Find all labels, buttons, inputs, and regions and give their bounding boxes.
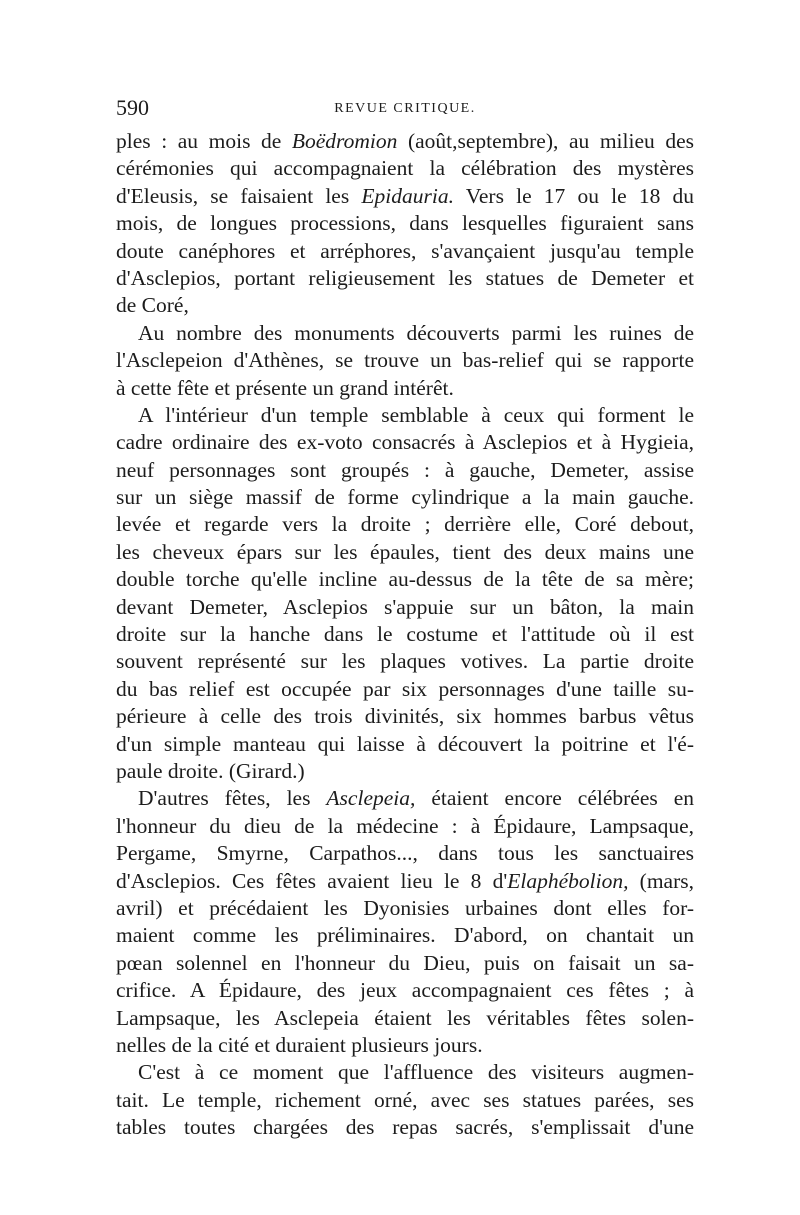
text-line — [116, 868, 694, 895]
text-line — [116, 155, 694, 182]
text-line — [116, 676, 694, 703]
text-line — [116, 539, 694, 566]
text-segment: A l'intérieur d'un temple semblable à ceux qui forment le — [138, 402, 694, 427]
text-segment: levée et regarde vers la droite ; derrière elle, Coré debout, — [116, 512, 694, 537]
text-segment: sur un siège massif de forme cylindrique a la main gauche. — [116, 485, 694, 510]
journal-title: REVUE CRITIQUE. — [334, 101, 476, 116]
text-line — [116, 402, 694, 429]
text-line — [116, 457, 694, 484]
text-segment: pœan solennel en l'honneur du Dieu, puis on faisait un sa- — [116, 950, 694, 975]
text-segment: étaient encore célébrées en — [415, 786, 694, 811]
text-segment: de Coré, — [116, 293, 189, 318]
text-segment: tait. Le temple, richement orné, avec ses statues parées, ses — [116, 1087, 694, 1112]
text-line — [116, 1005, 694, 1032]
text-segment: nelles de la cité et duraient plusieurs jours. — [116, 1032, 483, 1057]
text-line — [116, 731, 694, 758]
text-line — [116, 621, 694, 648]
text-segment: paule droite. (Girard.) — [116, 758, 305, 783]
text-line — [116, 484, 694, 511]
text-segment: l'Asclepeion d'Athènes, se trouve un bas-relief qui se rapporte — [116, 348, 694, 373]
text-segment: d'Asclepios, portant religieusement les statues de Demeter et — [116, 265, 694, 290]
text-segment: ples : au mois de — [116, 129, 292, 153]
text-line — [116, 238, 694, 265]
text-segment: devant Demeter, Asclepios s'appuie sur un bâton, la main — [116, 594, 694, 619]
text-line — [116, 1059, 694, 1086]
text-line — [116, 813, 694, 840]
body-text — [116, 128, 694, 1141]
text-line — [116, 183, 694, 210]
text-line — [116, 703, 694, 730]
text-line — [116, 566, 694, 593]
text-segment: (août,septembre), au milieu des — [397, 129, 694, 153]
text-line — [116, 292, 694, 319]
text-line — [116, 347, 694, 374]
text-segment: crifice. A Épidaure, des jeux accompagnaient ces fêtes ; à — [116, 978, 694, 1003]
text-line — [116, 511, 694, 538]
text-line — [116, 1087, 694, 1114]
text-segment: doute canéphores et arréphores, s'avançaient jusqu'au temple — [116, 238, 694, 263]
text-segment: l'honneur du dieu de la médecine : à Épidaure, Lampsaque, — [116, 813, 694, 838]
text-segment: cadre ordinaire des ex-voto consacrés à Asclepios et à Hygieia, — [116, 430, 694, 455]
text-segment: périeure à celle des trois divinités, six hommes barbus vêtus — [116, 704, 694, 729]
text-line — [116, 895, 694, 922]
italic-text-segment: Boëdromion — [291, 129, 398, 153]
text-segment: maient comme les préliminaires. D'abord, on chantait un — [116, 923, 694, 948]
text-segment: Lampsaque, les Asclepeia étaient les véritables fêtes solen- — [116, 1005, 694, 1030]
text-segment: cérémonies qui accompagnaient la célébration des mystères — [116, 156, 694, 181]
text-line — [116, 1114, 694, 1141]
text-line — [116, 320, 694, 347]
text-segment: (mars, — [628, 868, 694, 893]
italic-text-segment: Asclepeia, — [326, 786, 416, 811]
text-segment: les cheveux épars sur les épaules, tient des deux mains une — [116, 539, 694, 564]
text-segment: Pergame, Smyrne, Carpathos..., dans tous les sanctuaires — [116, 841, 694, 866]
text-line — [116, 265, 694, 292]
italic-text-segment: Elaphébolion, — [507, 868, 629, 893]
text-line — [116, 785, 694, 812]
text-segment: tables toutes chargées des repas sacrés, s'emplissait d'une — [116, 1115, 694, 1140]
text-line — [116, 594, 694, 621]
text-line — [116, 648, 694, 675]
text-line — [116, 210, 694, 237]
running-head — [116, 96, 694, 120]
text-segment: droite sur la hanche dans le costume et l'attitude où il est — [116, 622, 694, 647]
text-line — [116, 1032, 694, 1059]
text-segment: d'Asclepios. Ces fêtes avaient lieu le 8 d' — [116, 868, 508, 893]
page-number: 590 — [116, 95, 149, 120]
text-segment: mois, de longues processions, dans lesquelles figuraient sans — [116, 211, 694, 236]
text-segment: neuf personnages sont groupés : à gauche, Demeter, assise — [116, 457, 694, 482]
text-line — [116, 977, 694, 1004]
text-segment: à cette fête et présente un grand intérêt. — [116, 375, 454, 400]
text-segment: Vers le 17 ou le 18 du — [453, 183, 694, 208]
text-segment: double torche qu'elle incline au-dessus de la tête de sa mère; — [116, 567, 694, 592]
text-line — [116, 950, 694, 977]
text-line — [116, 375, 694, 402]
text-segment: D'autres fêtes, les — [138, 786, 327, 811]
text-segment: d'Eleusis, se faisaient les — [116, 183, 362, 208]
text-line — [116, 429, 694, 456]
text-segment: souvent représenté sur les plaques votives. La partie droite — [116, 649, 694, 674]
text-segment: C'est à ce moment que l'affluence des visiteurs augmen- — [138, 1060, 694, 1085]
text-segment: d'un simple manteau qui laisse à découvert la poitrine et l'é- — [116, 731, 694, 756]
text-line — [116, 840, 694, 867]
text-line — [116, 128, 694, 155]
text-segment: du bas relief est occupée par six personnages d'une taille su- — [116, 676, 694, 701]
text-line — [116, 922, 694, 949]
italic-text-segment: Epidauria. — [361, 183, 454, 208]
text-segment: avril) et précédaient les Dyonisies urbaines dont elles for- — [116, 895, 694, 920]
text-segment: Au nombre des monuments découverts parmi les ruines de — [138, 320, 694, 345]
text-line — [116, 758, 694, 785]
